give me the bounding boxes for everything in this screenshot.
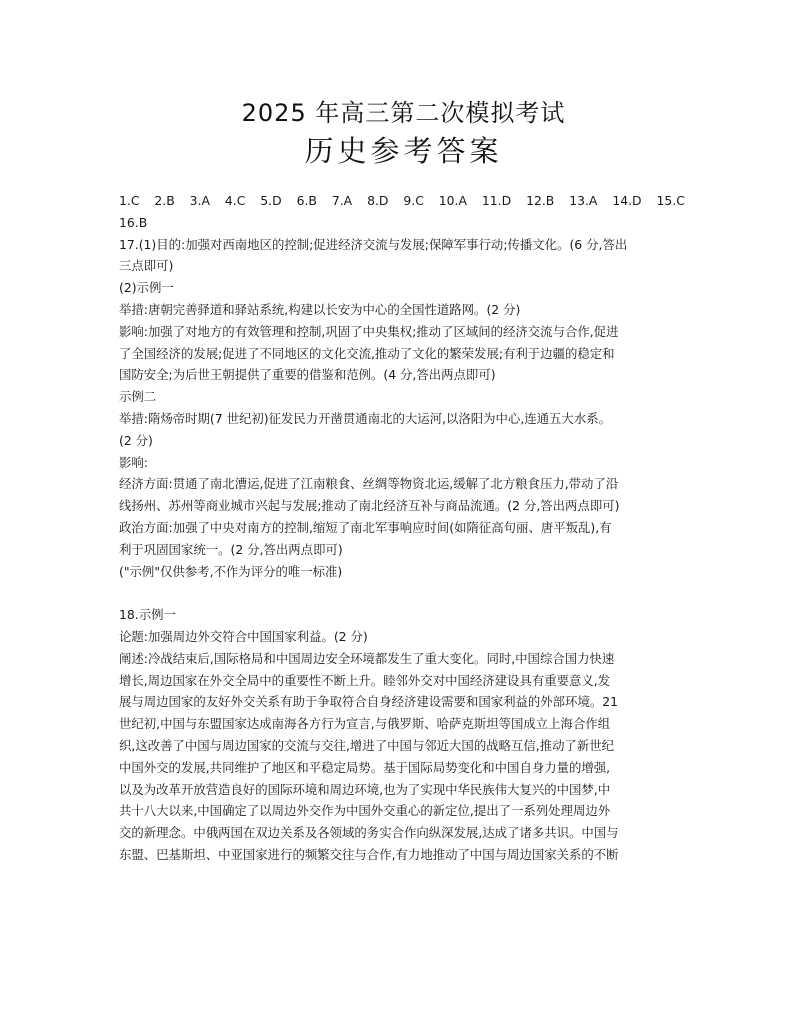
answer-item: 4.C — [224, 193, 246, 208]
answer-item: 12.B — [526, 193, 555, 208]
answer-item: 2.B — [154, 193, 175, 208]
answer-item: 13.A — [569, 193, 598, 208]
answer-item: 5.D — [260, 193, 282, 208]
answer-line: 中国外交的发展,共同维护了地区和平稳定局势。基于国际局势变化和中国自身力量的增强, — [119, 759, 611, 775]
answer-line: ("示例"仅供参考,不作为评分的唯一标准) — [119, 563, 343, 579]
answer-line: 18.示例一 — [119, 607, 176, 623]
blank-line — [119, 582, 699, 604]
answer-line: 论题:加强周边外交符合中国国家利益。(2 分) — [119, 628, 368, 644]
answer-line: 了全国经济的发展;促进了不同地区的文化交流,推动了文化的繁荣发展;有利于边疆的稳定和 — [119, 345, 615, 361]
answer-line: 影响:加强了对地方的有效管理和控制,巩固了中央集权;推动了区域间的经济交流与合作,促进 — [119, 323, 619, 339]
answer-line: 以及为改革开放营造良好的国际环境和周边环境,也为了实现中华民族伟大复兴的中国梦,中 — [119, 781, 611, 797]
answer-line: 世纪初,中国与东盟国家达成南海各方行为宣言,与俄罗斯、哈萨克斯坦等国成立上海合作组 — [119, 716, 611, 732]
answer-item: 11.D — [481, 193, 512, 208]
answer-item: 3.A — [189, 193, 210, 208]
answer-line: 交的新理念。中俄两国在双边关系及各领域的务实合作向纵深发展,达成了诸多共识。中国与 — [119, 825, 619, 841]
answer-line: 影响: — [119, 454, 148, 470]
multiple-choice-answers — [119, 190, 685, 212]
answer-line: 政治方面:加强了中央对南方的控制,缩短了南北军事响应时间(如隋征高句丽、唐平叛乱),有 — [119, 519, 612, 535]
answer-item: 10.A — [438, 193, 467, 208]
answer-line: 16.B — [119, 214, 148, 230]
answer-line: 阐述:冷战结束后,国际格局和中国周边安全环境都发生了重大变化。同时,中国综合国力快速 — [119, 650, 615, 666]
answer-line: 增长,周边国家在外交全局中的重要性不断上升。睦邻外交对中国经济建设具有重要意义,发 — [119, 672, 611, 688]
title-block — [0, 96, 807, 172]
answer-line: 东盟、巴基斯坦、中亚国家进行的频繁交往与合作,有力地推动了中国与周边国家关系的不断 — [119, 846, 619, 862]
answer-line: 举措:隋炀帝时期(7 世纪初)征发民力开凿贯通南北的大运河,以洛阳为中心,连通五大水系。 — [119, 410, 611, 426]
answer-item: 14.D — [612, 193, 642, 208]
answer-line: 经济方面:贯通了南北漕运,促进了江南粮食、丝绸等物资北运,缓解了北方粮食压力,带动了沿 — [119, 476, 619, 492]
answer-line: 展与周边国家的友好外交关系有助于争取符合自身经济建设需要和国家利益的外部环境。21 — [119, 694, 619, 710]
answer-line: 国防安全;为后世王朝提供了重要的借鉴和范例。(4 分,答出两点即可) — [119, 367, 496, 383]
answer-key-title: 历史参考答案 — [304, 134, 503, 168]
exam-title: 2025 年高三第二次模拟考试 — [241, 99, 566, 127]
answer-line: 三点即可) — [119, 258, 174, 274]
answer-line: 利于巩固国家统一。(2 分,答出两点即可) — [119, 541, 343, 557]
answer-item: 7.A — [331, 193, 353, 208]
answer-item: 15.C — [656, 193, 685, 208]
answer-line: 共十八大以来,中国确定了以周边外交作为中国外交重心的新定位,提出了一系列处理周边外 — [119, 803, 611, 819]
answer-line: (2 分) — [119, 432, 153, 448]
answer-item: 8.D — [367, 193, 389, 208]
answer-line: 举措:唐朝完善驿道和驿站系统,构建以长安为中心的全国性道路网。(2 分) — [119, 301, 521, 317]
answer-content — [119, 190, 699, 866]
answer-item: 6.B — [296, 193, 317, 208]
answer-item: 1.C — [119, 193, 140, 208]
answer-line: 示例二 — [119, 389, 157, 405]
answer-line: 线扬州、苏州等商业城市兴起与发展;推动了南北经济互补与商品流通。(2 分,答出两点即可) — [119, 498, 620, 514]
answer-item: 9.C — [403, 193, 424, 208]
answer-line: (2)示例一 — [119, 280, 174, 296]
answer-line: 织,这改善了中国与周边国家的交流与交往,增进了中国与邻近大国的战略互信,推动了新世纪 — [119, 737, 615, 753]
answer-line: 17.(1)目的:加强对西南地区的控制;促进经济交流与发展;保障军事行动;传播文化。(6 分,答出 — [119, 236, 628, 252]
